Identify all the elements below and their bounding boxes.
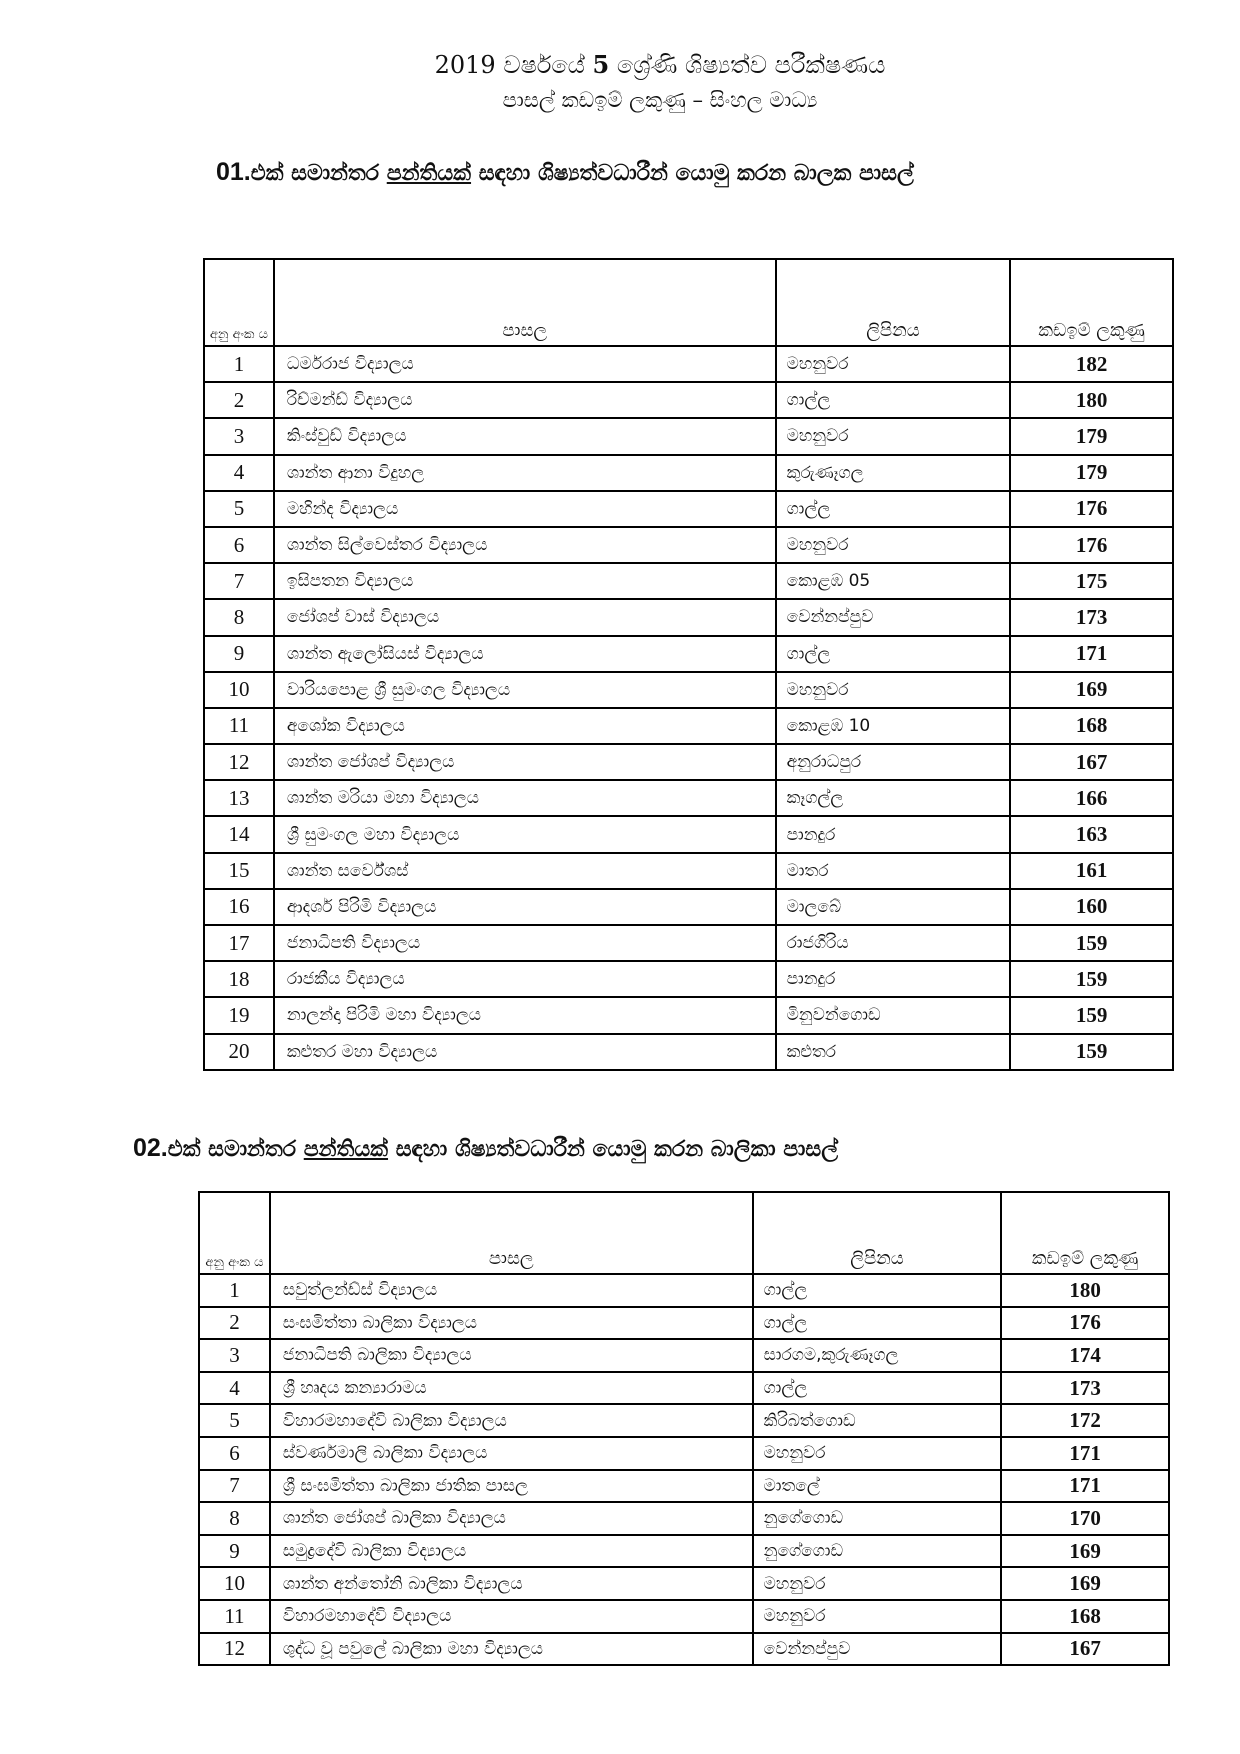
- school-name: ශාන්ත සර්වේශස්: [274, 853, 776, 889]
- table-row: [199, 1274, 1169, 1307]
- row-index: 2: [204, 382, 274, 418]
- row-index: 12: [199, 1633, 270, 1666]
- title-grade: 5: [592, 50, 610, 79]
- row-index: 19: [204, 997, 274, 1033]
- cutoff-marks: 169: [1001, 1567, 1169, 1600]
- school-name: ශාන්ත ආනා විදුහල: [274, 455, 776, 491]
- school-address: කළුතර: [776, 1034, 1011, 1070]
- school-name: ශ්‍රී සංඝමිත්තා බාලිකා ජාතික පාසල: [270, 1470, 753, 1503]
- school-address: නුගේගොඩ: [753, 1502, 1002, 1535]
- cutoff-marks: 182: [1010, 346, 1173, 382]
- school-address: රාජගිරිය: [776, 925, 1011, 961]
- school-address: වෙන්නප්පුව: [776, 599, 1011, 635]
- school-name: ධර්මරාජ විද්‍යාලය: [274, 346, 776, 382]
- row-index: 5: [199, 1404, 270, 1437]
- cutoff-marks: 179: [1010, 455, 1173, 491]
- school-name: ඉසිපතන විද්‍යාලය: [274, 563, 776, 599]
- school-name: ශාන්ත ජෝශප් බාලිකා විද්‍යාලය: [270, 1502, 753, 1535]
- document-subtitle: පාසල් කඩඉම් ලකුණු – සිංහල මාධ්‍ය: [502, 88, 818, 112]
- school-address: මහනුවර: [753, 1600, 1002, 1633]
- cutoff-marks: 179: [1010, 418, 1173, 454]
- section-1-heading: [216, 158, 914, 187]
- row-index: 12: [204, 744, 274, 780]
- school-name: ශාන්ත මරියා මහා විද්‍යාලය: [274, 780, 776, 816]
- section-1-heading-pre: එක් සමාන්තර: [250, 160, 387, 186]
- row-index: 11: [204, 708, 274, 744]
- school-address: නුගේගොඩ: [753, 1535, 1002, 1568]
- cutoff-marks: 160: [1010, 889, 1173, 925]
- school-address: අනුරාධපුර: [776, 744, 1011, 780]
- school-address: ගාල්ල: [753, 1274, 1002, 1307]
- row-index: 8: [199, 1502, 270, 1535]
- school-address: මහනුවර: [776, 346, 1011, 382]
- school-name: රිච්මන්ඩ් විද්‍යාලය: [274, 382, 776, 418]
- school-address: කිරිබත්ගොඩ: [753, 1404, 1002, 1437]
- table-row: [204, 636, 1173, 672]
- school-address: මහනුවර: [753, 1437, 1002, 1470]
- school-name: ජෝශප් වාස් විද්‍යාලය: [274, 599, 776, 635]
- column-header-index: අනු අංක ය: [199, 1192, 270, 1274]
- school-name: රාජකීය විද්‍යාලය: [274, 961, 776, 997]
- title-mid: වර්ෂයේ: [495, 51, 593, 79]
- school-name: නාලන්දා පිරිමි මහා විද්‍යාලය: [274, 997, 776, 1033]
- table-row: [199, 1535, 1169, 1568]
- cutoff-marks: 168: [1001, 1600, 1169, 1633]
- section-2-number: 02.: [133, 1134, 168, 1162]
- school-address: සාරගම,කුරුණෑගල: [753, 1339, 1002, 1372]
- school-address: කොළඹ 05: [776, 563, 1011, 599]
- section-1-number: 01.: [216, 158, 251, 186]
- school-name: ශ්‍රී සුමංගල මහා විද්‍යාලය: [274, 816, 776, 852]
- row-index: 9: [199, 1535, 270, 1568]
- row-index: 1: [204, 346, 274, 382]
- row-index: 20: [204, 1034, 274, 1070]
- girls-schools-rows: [199, 1274, 1169, 1665]
- school-name: අශෝක විද්‍යාලය: [274, 708, 776, 744]
- school-address: මාලබේ: [776, 889, 1011, 925]
- row-index: 7: [199, 1470, 270, 1503]
- table-row: [204, 816, 1173, 852]
- school-name: සංඝමිත්තා බාලිකා විද්‍යාලය: [270, 1307, 753, 1340]
- section-2-heading: [133, 1134, 838, 1163]
- school-name: ශාන්ත ජෝශප් විද්‍යාලය: [274, 744, 776, 780]
- table-row: [204, 563, 1173, 599]
- row-index: 11: [199, 1600, 270, 1633]
- row-index: 6: [204, 527, 274, 563]
- table-row: [199, 1600, 1169, 1633]
- school-address: වෙන්නප්පුව: [753, 1633, 1002, 1666]
- table-row: [204, 925, 1173, 961]
- cutoff-marks: 159: [1010, 997, 1173, 1033]
- school-address: මිනුවන්ගොඩ: [776, 997, 1011, 1033]
- cutoff-marks: 171: [1010, 636, 1173, 672]
- cutoff-marks: 166: [1010, 780, 1173, 816]
- cutoff-marks: 176: [1010, 491, 1173, 527]
- section-1-heading-post: සඳහා ශිෂ්‍යත්වධාරීන් යොමු කරන බාලක පාසල්: [471, 160, 914, 186]
- column-header-school: පාසල: [270, 1192, 753, 1274]
- row-index: 4: [199, 1372, 270, 1405]
- section-2-heading-post: සඳහා ශිෂ්‍යත්වධාරීන් යොමු කරන බාලිකා පාසල්: [388, 1136, 838, 1162]
- school-name: සමුද්‍රදේවි බාලිකා විද්‍යාලය: [270, 1535, 753, 1568]
- cutoff-marks: 174: [1001, 1339, 1169, 1372]
- row-index: 7: [204, 563, 274, 599]
- table-row: [204, 780, 1173, 816]
- cutoff-marks: 175: [1010, 563, 1173, 599]
- school-name: ආදර්ශ පිරිමි විද්‍යාලය: [274, 889, 776, 925]
- table-row: [204, 997, 1173, 1033]
- row-index: 17: [204, 925, 274, 961]
- boys-schools-table: [203, 258, 1174, 1071]
- cutoff-marks: 173: [1001, 1372, 1169, 1405]
- cutoff-marks: 171: [1001, 1470, 1169, 1503]
- table-row: [199, 1404, 1169, 1437]
- school-address: ගාල්ල: [776, 636, 1011, 672]
- cutoff-marks: 159: [1010, 1034, 1173, 1070]
- school-name: ජනාධිපති බාලිකා විද්‍යාලය: [270, 1339, 753, 1372]
- row-index: 6: [199, 1437, 270, 1470]
- school-name: ශුද්ධ වූ පවුලේ බාලිකා මහා විද්‍යාලය: [270, 1633, 753, 1666]
- table-row: [199, 1437, 1169, 1470]
- table-row: [204, 382, 1173, 418]
- table-row: [204, 889, 1173, 925]
- table-row: [204, 672, 1173, 708]
- table-row: [204, 455, 1173, 491]
- row-index: 4: [204, 455, 274, 491]
- table-row: [199, 1470, 1169, 1503]
- school-name: ශ්‍රී හෘදය කන්‍යාරාමය: [270, 1372, 753, 1405]
- school-address: මහනුවර: [753, 1567, 1002, 1600]
- cutoff-marks: 167: [1010, 744, 1173, 780]
- table-row: [199, 1339, 1169, 1372]
- school-address: මහනුවර: [776, 527, 1011, 563]
- school-name: ස්වර්ණමාලි බාලිකා විද්‍යාලය: [270, 1437, 753, 1470]
- cutoff-marks: 168: [1010, 708, 1173, 744]
- cutoff-marks: 159: [1010, 961, 1173, 997]
- column-header-address: ලිපිනය: [753, 1192, 1002, 1274]
- column-header-address: ලිපිනය: [776, 259, 1011, 346]
- boys-schools-rows: [204, 346, 1173, 1070]
- school-address: ගාල්ල: [753, 1372, 1002, 1405]
- cutoff-marks: 161: [1010, 853, 1173, 889]
- row-index: 14: [204, 816, 274, 852]
- school-address: මාතලේ: [753, 1470, 1002, 1503]
- cutoff-marks: 176: [1001, 1307, 1169, 1340]
- school-name: කළුතර මහා විද්‍යාලය: [274, 1034, 776, 1070]
- row-index: 15: [204, 853, 274, 889]
- document-title: [0, 50, 1240, 79]
- column-header-school: පාසල: [274, 259, 776, 346]
- title-year: 2019: [434, 51, 496, 79]
- section-2-heading-underlined: පන්තියක්: [303, 1136, 389, 1162]
- column-header-index: අනු අංක ය: [204, 259, 274, 346]
- table-row: [204, 418, 1173, 454]
- school-address: කෑගල්ල: [776, 780, 1011, 816]
- school-address: කොළඹ 10: [776, 708, 1011, 744]
- row-index: 9: [204, 636, 274, 672]
- school-name: සවුත්ලන්ඩ්ස් විද්‍යාලය: [270, 1274, 753, 1307]
- row-index: 18: [204, 961, 274, 997]
- table-row: [204, 599, 1173, 635]
- column-header-marks: කඩඉම් ලකුණු: [1001, 1192, 1169, 1274]
- table-row: [204, 744, 1173, 780]
- school-name: කිංස්වුඩ් විද්‍යාලය: [274, 418, 776, 454]
- school-address: ගාල්ල: [776, 382, 1011, 418]
- school-name: ශාන්ත සිල්වෙස්තර විද්‍යාලය: [274, 527, 776, 563]
- school-address: මහනුවර: [776, 418, 1011, 454]
- school-name: වාරියපොළ ශ්‍රී සුමංගල විද්‍යාලය: [274, 672, 776, 708]
- row-index: 8: [204, 599, 274, 635]
- cutoff-marks: 163: [1010, 816, 1173, 852]
- school-name: ශාන්ත අන්තෝනි බාලිකා විද්‍යාලය: [270, 1567, 753, 1600]
- cutoff-marks: 169: [1010, 672, 1173, 708]
- table-row: [204, 708, 1173, 744]
- cutoff-marks: 171: [1001, 1437, 1169, 1470]
- table-header-row: [199, 1192, 1169, 1274]
- school-name: විහාරමහාදේවි විද්‍යාලය: [270, 1600, 753, 1633]
- row-index: 2: [199, 1307, 270, 1340]
- school-address: කුරුණෑගල: [776, 455, 1011, 491]
- school-address: ගාල්ල: [776, 491, 1011, 527]
- girls-schools-table: [198, 1191, 1170, 1666]
- table-row: [204, 853, 1173, 889]
- school-address: ගාල්ල: [753, 1307, 1002, 1340]
- cutoff-marks: 180: [1010, 382, 1173, 418]
- table-row: [204, 491, 1173, 527]
- table-header-row: [204, 259, 1173, 346]
- school-address: පානදුර: [776, 961, 1011, 997]
- title-end: ශ්‍රේණි ශිෂ්‍යත්ව පරීක්ෂණය: [609, 51, 886, 79]
- cutoff-marks: 176: [1010, 527, 1173, 563]
- table-row: [199, 1502, 1169, 1535]
- cutoff-marks: 169: [1001, 1535, 1169, 1568]
- table-row: [204, 527, 1173, 563]
- column-header-marks: කඩඉම් ලකුණු: [1010, 259, 1173, 346]
- cutoff-marks: 159: [1010, 925, 1173, 961]
- row-index: 5: [204, 491, 274, 527]
- school-address: පානදුර: [776, 816, 1011, 852]
- school-name: ජනාධිපති විද්‍යාලය: [274, 925, 776, 961]
- row-index: 10: [204, 672, 274, 708]
- cutoff-marks: 180: [1001, 1274, 1169, 1307]
- school-name: ශාන්ත ඇලෝසියස් විද්‍යාලය: [274, 636, 776, 672]
- table-row: [199, 1307, 1169, 1340]
- table-row: [204, 961, 1173, 997]
- row-index: 10: [199, 1567, 270, 1600]
- row-index: 1: [199, 1274, 270, 1307]
- school-address: මහනුවර: [776, 672, 1011, 708]
- cutoff-marks: 172: [1001, 1404, 1169, 1437]
- table-row: [204, 346, 1173, 382]
- cutoff-marks: 173: [1010, 599, 1173, 635]
- school-name: විහාරමහාදේවි බාලිකා විද්‍යාලය: [270, 1404, 753, 1437]
- row-index: 16: [204, 889, 274, 925]
- cutoff-marks: 170: [1001, 1502, 1169, 1535]
- row-index: 3: [204, 418, 274, 454]
- row-index: 3: [199, 1339, 270, 1372]
- table-row: [199, 1372, 1169, 1405]
- school-name: මහින්ද විද්‍යාලය: [274, 491, 776, 527]
- table-row: [199, 1567, 1169, 1600]
- section-1-heading-underlined: පන්තියක්: [386, 160, 472, 186]
- table-row: [199, 1633, 1169, 1666]
- section-2-heading-pre: එක් සමාන්තර: [167, 1136, 304, 1162]
- row-index: 13: [204, 780, 274, 816]
- school-address: මාතර: [776, 853, 1011, 889]
- cutoff-marks: 167: [1001, 1633, 1169, 1666]
- table-row: [204, 1034, 1173, 1070]
